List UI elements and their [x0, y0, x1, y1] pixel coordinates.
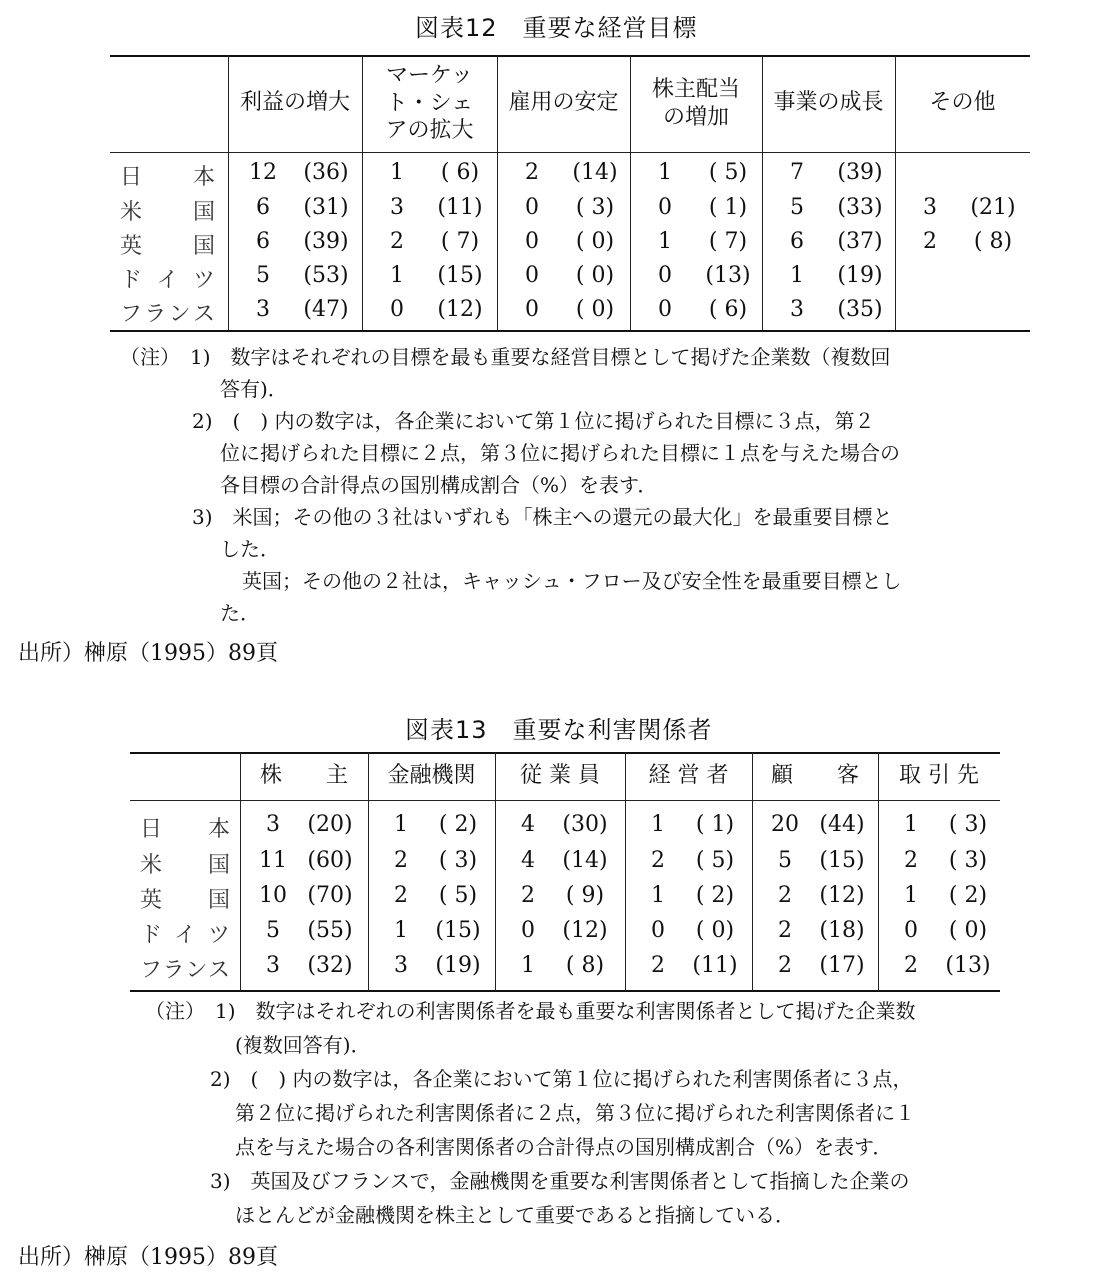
t13-cell-share: (60)	[307, 848, 353, 873]
t12-header-3	[630, 55, 762, 152]
t13-cell-count: 2	[394, 848, 408, 873]
t12-cell-count: 5	[256, 263, 270, 288]
t12-cell-share: (21)	[970, 195, 1016, 220]
t12-row-label-char: イ	[156, 268, 179, 293]
t13-cell-share: ( 0)	[948, 918, 988, 943]
t13-row-label-char: 国	[207, 853, 230, 878]
t13-row-label	[140, 883, 230, 914]
t13-cell-count: 10	[259, 883, 287, 908]
t12-cell-count: 0	[525, 297, 539, 322]
t13-cell-share: (55)	[307, 918, 353, 943]
t13-header-2	[495, 752, 625, 800]
t12-header-line: 株主配当	[651, 77, 740, 102]
t13-cell-share: (18)	[819, 918, 865, 943]
t12-cell-share: (53)	[303, 263, 349, 288]
t13-cell-count: 0	[651, 918, 665, 943]
t13-cell-count: 1	[394, 812, 408, 837]
t12-header-line: マーケッ	[386, 63, 473, 89]
t12-row-label-char: 米	[120, 200, 143, 225]
t12-cell-share: (14)	[572, 160, 618, 185]
t12-note-line: 3) 米国；その他の３社はいずれも「株主への還元の最大化」を最重要目標と	[192, 505, 893, 529]
t13-note-line: 2) ( ) 内の数字は，各企業において第１位に掲げられた利害関係者に３点，	[210, 1067, 913, 1091]
t12-header-5	[895, 55, 1030, 152]
t12-row-label	[120, 297, 215, 328]
t13-cell-share: ( 5)	[438, 883, 478, 908]
t13-header-label: 経 営 者	[648, 762, 729, 788]
t13-note-line: 3) 英国及びフランスで，金融機関を重要な利害関係者として指摘した企業の	[210, 1169, 910, 1193]
t12-cell-share: (33)	[837, 195, 883, 220]
t13-row-label	[140, 848, 230, 879]
t12-cell-share: ( 3)	[575, 195, 615, 220]
t13-header-text	[387, 763, 475, 789]
t12-cell-count: 3	[790, 297, 804, 322]
t13-cell-share: ( 5)	[695, 848, 735, 873]
t13-header-text	[899, 763, 979, 789]
t12-cell-share: (39)	[303, 229, 349, 254]
t13-cell-count: 11	[259, 848, 287, 873]
t13-cell-count: 2	[904, 848, 918, 873]
t13-row-label	[140, 918, 230, 949]
t13-note-line: 点を与えた場合の各利害関係者の合計得点の国別構成割合（%）を表す．	[235, 1135, 893, 1159]
t13-cell-count: 1	[904, 883, 918, 908]
t12-header-label: 雇用の安定	[508, 90, 619, 116]
t13-header-1	[368, 752, 495, 800]
t12-cell-share: (15)	[437, 263, 483, 288]
t12-note-line: た．	[220, 601, 260, 625]
t13-cell-count: 3	[394, 953, 408, 978]
t13-header-0	[240, 752, 368, 800]
t13-cell-count: 4	[521, 848, 535, 873]
t13-cell-count: 2	[651, 848, 665, 873]
t13-cell-share: ( 1)	[695, 812, 735, 837]
t13-cell-count: 0	[904, 918, 918, 943]
t13-cell-share: ( 8)	[565, 953, 605, 978]
t12-cell-share: ( 6)	[708, 297, 748, 322]
t12-cell-share: ( 1)	[708, 195, 748, 220]
t12-header-label: 利益の増大	[239, 90, 350, 116]
t12-cell-count: 1	[658, 229, 672, 254]
t13-row-label-char: 英	[140, 888, 163, 913]
t13-header-label: 取 引 先	[899, 762, 979, 788]
t13-cell-share: (15)	[435, 918, 481, 943]
t12-cell-count: 2	[525, 160, 539, 185]
table-12-header-rule	[110, 152, 1030, 153]
t12-cell-count: 0	[658, 195, 672, 220]
t12-cell-count: 0	[658, 263, 672, 288]
t12-cell-count: 1	[390, 160, 404, 185]
t13-cell-share: (17)	[819, 953, 865, 978]
t12-row-label-char: ス	[192, 302, 215, 327]
t13-row-label-char: 日	[140, 817, 163, 842]
t13-cell-count: 0	[521, 918, 535, 943]
t12-cell-count: 0	[658, 297, 672, 322]
t13-row-label-char: 国	[207, 888, 230, 913]
t12-note-line: （注） 1) 数字はそれぞれの目標を最も重要な経営目標として掲げた企業数（複数回	[120, 345, 891, 369]
t12-cell-share: (13)	[705, 263, 751, 288]
t12-row-label	[120, 229, 215, 260]
t12-note-line: 英国；その他の２社は，キャッシュ・フロー及び安全性を最重要目標とし	[242, 569, 902, 593]
t13-cell-share: ( 2)	[438, 812, 478, 837]
t13-cell-share: ( 3)	[948, 812, 988, 837]
t13-note-line: ほとんどが金融機関を株主として重要であると指摘している．	[235, 1203, 795, 1227]
table-13-header-rule	[130, 800, 1000, 801]
t13-cell-share: (19)	[435, 953, 481, 978]
t12-header-text	[385, 62, 473, 145]
t12-cell-share: ( 7)	[708, 229, 748, 254]
t13-row-label-char: ン	[185, 958, 208, 983]
t12-cell-share: (37)	[837, 229, 883, 254]
t12-cell-share: ( 0)	[575, 297, 615, 322]
t13-cell-share: (14)	[562, 848, 608, 873]
t12-cell-count: 0	[525, 263, 539, 288]
t12-cell-share: ( 7)	[440, 229, 480, 254]
t12-cell-count: 2	[923, 229, 937, 254]
t12-note-line: 2) ( ) 内の数字は，各企業において第１位に掲げられた目標に３点，第２	[192, 409, 875, 433]
t13-cell-count: 2	[778, 953, 792, 978]
t12-header-text	[773, 90, 883, 116]
t12-cell-share: (39)	[837, 160, 883, 185]
t13-header-text	[771, 763, 859, 789]
t12-note-line: 位に掲げられた目標に２点，第３位に掲げられた目標に１点を与えた場合の	[220, 441, 900, 465]
t13-header-text	[520, 763, 600, 789]
t13-cell-share: ( 9)	[565, 883, 605, 908]
t12-cell-count: 5	[790, 195, 804, 220]
t12-cell-count: 12	[249, 160, 277, 185]
t13-row-label-char: ド	[140, 923, 163, 948]
t13-cell-count: 1	[394, 918, 408, 943]
t12-row-label-char: ラ	[144, 302, 167, 327]
t12-note-line: した．	[220, 537, 280, 561]
t12-row-label-char: 国	[192, 200, 215, 225]
t12-header-text	[929, 90, 995, 116]
t13-cell-count: 2	[521, 883, 535, 908]
t13-header-label: 従 業 員	[520, 762, 600, 788]
t13-cell-share: (44)	[819, 812, 865, 837]
t13-header-label: 株 主	[259, 762, 348, 788]
t13-cell-share: (12)	[819, 883, 865, 908]
t12-header-0	[228, 55, 362, 152]
t12-cell-share: ( 6)	[440, 160, 480, 185]
t12-row-label-char: ツ	[192, 268, 215, 293]
t12-cell-share: (19)	[837, 263, 883, 288]
t12-cell-share: (47)	[303, 297, 349, 322]
t13-cell-count: 20	[771, 812, 799, 837]
t13-cell-count: 4	[521, 812, 535, 837]
table-12-source: 出所）榊原（1995）89頁	[18, 641, 278, 666]
t12-note-line: 各目標の合計得点の国別構成割合（%）を表す．	[220, 473, 658, 497]
t12-header-1	[362, 55, 497, 152]
t12-cell-count: 0	[390, 297, 404, 322]
t13-cell-share: (12)	[562, 918, 608, 943]
table-12-bottom-rule	[110, 330, 1030, 332]
t12-row-label-char: ド	[120, 268, 143, 293]
t13-cell-count: 1	[651, 883, 665, 908]
t12-cell-count: 3	[390, 195, 404, 220]
t12-row-label-char: 国	[192, 234, 215, 259]
t12-cell-count: 3	[923, 195, 937, 220]
t12-header-2	[497, 55, 630, 152]
t12-cell-count: 3	[256, 297, 270, 322]
t13-cell-count: 2	[651, 953, 665, 978]
t13-row-label-char: ス	[207, 958, 230, 983]
t13-header-label: 顧 客	[770, 762, 859, 788]
t12-cell-count: 1	[658, 160, 672, 185]
t13-cell-share: (15)	[819, 848, 865, 873]
t12-header-4	[762, 55, 895, 152]
t12-row-label	[120, 195, 215, 226]
t13-cell-share: (70)	[307, 883, 353, 908]
t12-cell-count: 6	[256, 195, 270, 220]
t12-cell-share: ( 5)	[708, 160, 748, 185]
table-13-source: 出所）榊原（1995）89頁	[18, 1245, 278, 1270]
t12-header-line: ト・シェ	[385, 90, 474, 116]
t13-header-3	[625, 752, 752, 800]
t13-row-label-char: 米	[140, 853, 163, 878]
t12-row-label-char: 英	[120, 234, 143, 259]
t12-cell-share: ( 8)	[973, 229, 1013, 254]
t13-cell-share: (32)	[307, 953, 353, 978]
t12-cell-count: 7	[790, 160, 804, 185]
t13-header-text	[260, 763, 348, 789]
t12-cell-share: ( 0)	[575, 229, 615, 254]
t13-note-line: 第２位に掲げられた利害関係者に２点，第３位に掲げられた利害関係者に１	[235, 1101, 915, 1125]
t13-row-label-char: フ	[140, 958, 163, 983]
table-13-title: 図表13 重要な利害関係者	[405, 716, 713, 744]
t12-header-label: その他	[929, 90, 996, 116]
t12-row-label-char: 日	[120, 165, 143, 190]
t13-header-5	[878, 752, 1000, 800]
t13-cell-count: 5	[266, 918, 280, 943]
t13-cell-share: ( 3)	[948, 848, 988, 873]
t12-row-label-char: ン	[168, 302, 191, 327]
t12-row-label	[120, 263, 215, 294]
t12-cell-count: 0	[525, 195, 539, 220]
t13-row-label-char: 本	[207, 817, 230, 842]
t13-header-4	[752, 752, 878, 800]
t13-cell-share: (20)	[307, 812, 353, 837]
t13-row-label	[140, 953, 230, 984]
t12-cell-share: (12)	[437, 297, 483, 322]
t13-cell-count: 2	[394, 883, 408, 908]
t12-cell-count: 0	[525, 229, 539, 254]
t13-header-text	[649, 763, 729, 789]
t13-row-label-char: ラ	[162, 958, 185, 983]
t12-cell-count: 1	[790, 263, 804, 288]
t12-cell-share: (35)	[837, 297, 883, 322]
t12-cell-count: 6	[790, 229, 804, 254]
t12-note-line: 答有)．	[220, 377, 288, 401]
t13-cell-count: 2	[778, 918, 792, 943]
t12-row-label	[120, 160, 215, 191]
t13-cell-count: 1	[521, 953, 535, 978]
t12-row-label-char: 本	[192, 165, 215, 190]
t13-cell-share: ( 2)	[948, 883, 988, 908]
t13-cell-share: ( 0)	[695, 918, 735, 943]
t12-header-line: の増加	[662, 104, 729, 130]
t13-cell-count: 3	[266, 812, 280, 837]
t13-cell-count: 1	[904, 812, 918, 837]
t13-cell-share: ( 2)	[695, 883, 735, 908]
t12-header-text	[652, 76, 740, 131]
t12-header-line: アの拡大	[385, 118, 474, 144]
t13-row-label-char: ツ	[207, 923, 230, 948]
t12-cell-count: 6	[256, 229, 270, 254]
table-13-bottom-rule	[130, 990, 1000, 992]
t13-cell-count: 2	[904, 953, 918, 978]
t13-cell-share: ( 3)	[438, 848, 478, 873]
t13-cell-share: (30)	[562, 812, 608, 837]
t13-row-label-char: イ	[173, 923, 196, 948]
t13-cell-count: 3	[266, 953, 280, 978]
t13-row-label	[140, 812, 230, 843]
t12-header-text	[508, 90, 618, 116]
t13-note-line: (複数回答有)．	[235, 1033, 371, 1057]
t13-note-line: （注） 1) 数字はそれぞれの利害関係者を最も重要な利害関係者として掲げた企業数	[145, 999, 916, 1023]
t12-cell-share: ( 0)	[575, 263, 615, 288]
t12-header-label: 事業の成長	[773, 90, 884, 116]
t13-cell-count: 1	[651, 812, 665, 837]
t12-cell-share: (31)	[303, 195, 349, 220]
t13-cell-count: 5	[778, 848, 792, 873]
t12-header-text	[240, 90, 350, 116]
t12-row-label-char: フ	[120, 302, 143, 327]
t13-header-label: 金融機関	[387, 762, 476, 788]
table-12-title: 図表12 重要な経営目標	[415, 14, 698, 42]
t13-cell-share: (11)	[692, 953, 738, 978]
t12-cell-share: (36)	[303, 160, 349, 185]
t13-cell-share: (13)	[945, 953, 991, 978]
t12-cell-count: 1	[390, 263, 404, 288]
t12-cell-count: 2	[390, 229, 404, 254]
t13-cell-count: 2	[778, 883, 792, 908]
t12-cell-share: (11)	[437, 195, 483, 220]
